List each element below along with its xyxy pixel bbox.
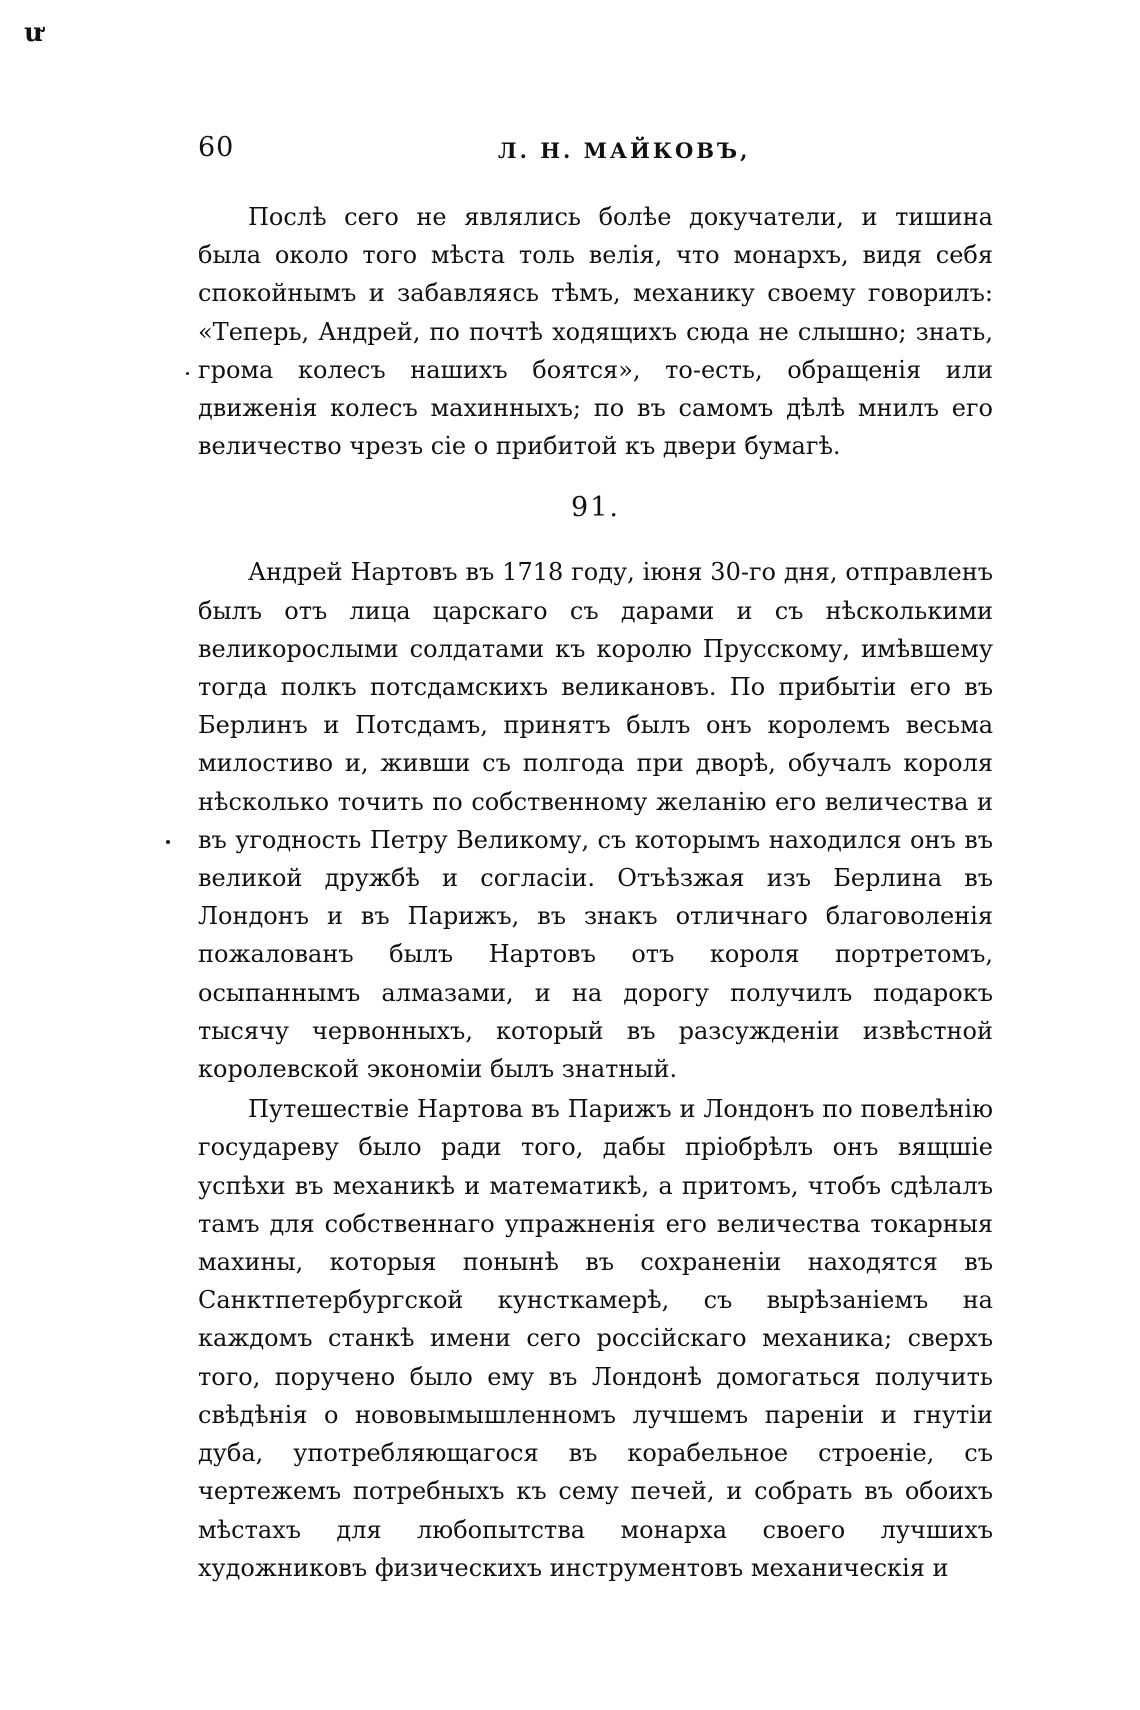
scan-speck-mark [166,840,170,844]
running-head: Л. Н. МАЙКОВЪ, [498,138,751,163]
paragraph-3: Путешествіе Нартова въ Парижъ и Лондонъ по повелѣнію государеву было ради того, дабы пріобрѣлъ онъ вящшіе успѣхи въ механикѣ и математикѣ, а притомъ, чтобъ сдѣлалъ тамъ для собственнаго упражненія его величества токарныя махины, которыя понынѣ въ сохраненіи находятся въ Санктпетербургской кунсткамерѣ, съ вырѣзаніемъ на каждомъ станкѣ имени сего россійскаго механика; сверхъ того, поручено было ему въ Лондонѣ домогаться получить свѣдѣнія о нововымышленномъ лучшемъ пареніи и гнутіи дуба, употребляющагося въ корабельное строеніе, съ чертежемъ потребныхъ къ сему печей, и собрать въ обоихъ мѣстахъ для любопытства монарха своего лучшихъ художниковъ физическихъ инструментовъ механическія и [198,1095,993,1582]
body-text [198,198,993,1587]
paragraph-1: Послѣ сего не являлись болѣе докучатели, и тишина была около того мѣста толь велія, что монархъ, видя себя спокойнымъ и забавляясь тѣмъ, механику своему говорилъ: «Теперь, Андрей, по почтѣ ходящихъ сюда не слышно; знать, грома колесъ нашихъ боятся», то-есть, обращенія или движенія колесъ махинныхъ; по въ самомъ дѣлѣ мнилъ его величество чрезъ сіе о прибитой къ двери бумагѣ. [198,203,993,461]
page-number: 60 [198,132,235,163]
scan-speck-mark [186,372,189,375]
corner-ink-mark: ư [24,18,43,48]
paragraph-2: Андрей Нартовъ въ 1718 году, іюня 30-го дня, отправленъ былъ отъ лица царскаго съ дарами и съ нѣсколькими великорослыми солдатами къ королю Прусскому, имѣвшему тогда полкъ потсдамскихъ великановъ. По прибытіи его въ Берлинъ и Потсдамъ, принятъ былъ онъ королемъ весьма милостиво и, живши съ полгода при дворѣ, обучалъ короля нѣсколько точить по собственному желанію его величества и въ угодность Петру Великому, съ которымъ находился онъ въ великой дружбѣ и согласіи. Отъѣзжая изъ Берлина въ Лондонъ и въ Парижъ, въ знакъ отличнаго благоволенія пожалованъ былъ Нартовъ отъ короля портретомъ, осыпаннымъ алмазами, и на дорогу получилъ подарокъ тысячу червонныхъ, который въ разсужденіи извѣстной королевской экономіи былъ знатный. [198,558,993,1084]
section-number: 91. [571,492,620,524]
page-header [198,132,998,172]
